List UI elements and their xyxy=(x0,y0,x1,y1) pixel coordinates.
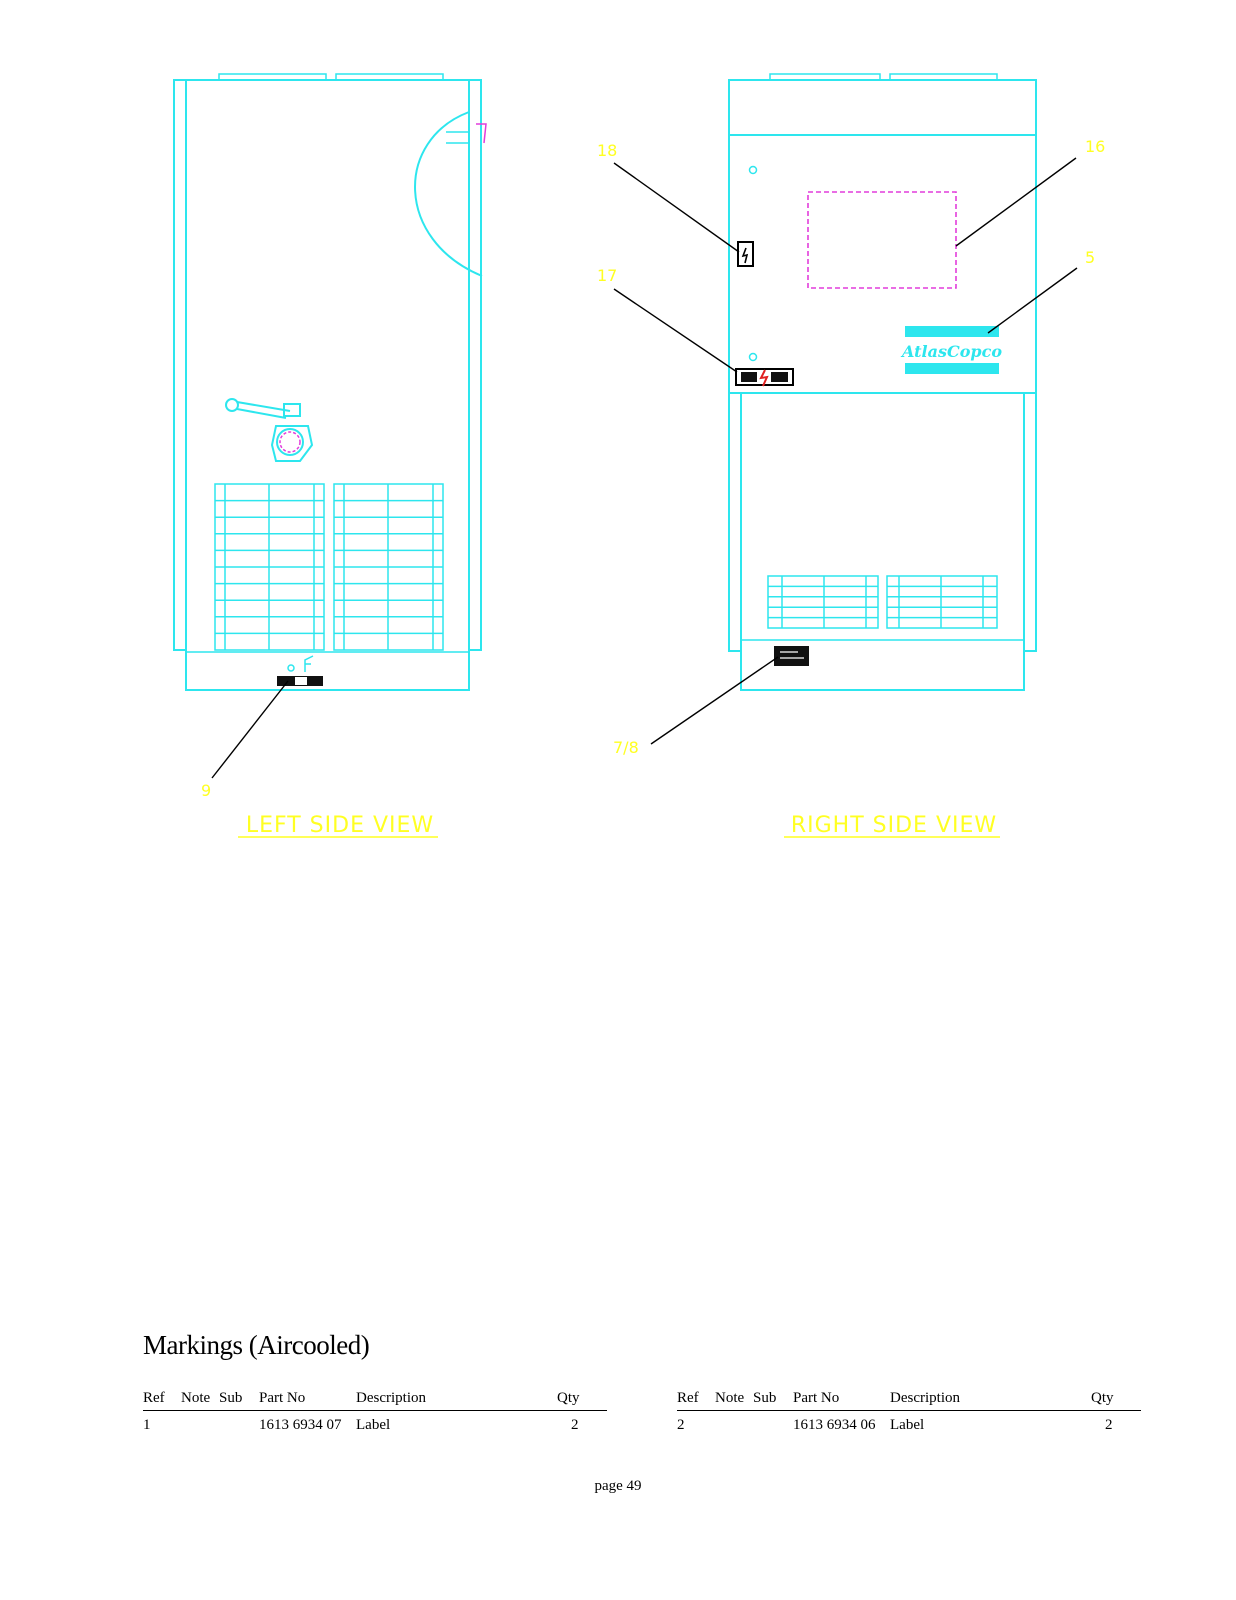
callout-9: 9 xyxy=(201,781,212,800)
col-description: Description xyxy=(356,1390,426,1406)
col-qty: Qty xyxy=(1091,1390,1114,1406)
table-header xyxy=(677,1390,1141,1411)
col-sub: Sub xyxy=(219,1390,243,1406)
right-side-view-drawing xyxy=(729,74,1036,690)
callout-18: 18 xyxy=(597,141,618,160)
col-note: Note xyxy=(715,1390,745,1406)
parts-table-left xyxy=(143,1390,607,1437)
cell-description: Label xyxy=(356,1417,391,1433)
callout-7-8: 7/8 xyxy=(613,738,639,757)
section-title: Markings (Aircooled) xyxy=(143,1330,370,1360)
col-part-no: Part No xyxy=(793,1390,840,1406)
col-description: Description xyxy=(890,1390,960,1406)
table-row xyxy=(143,1417,607,1437)
col-ref: Ref xyxy=(677,1390,699,1406)
left-side-view-drawing xyxy=(174,74,486,690)
table-header xyxy=(143,1390,607,1411)
col-ref: Ref xyxy=(143,1390,165,1406)
parts-table-right xyxy=(677,1390,1141,1437)
cell-ref: 1 xyxy=(143,1417,151,1433)
cell-ref: 2 xyxy=(677,1417,685,1433)
page-number: page 49 xyxy=(594,1478,642,1494)
callout-5: 5 xyxy=(1085,248,1096,267)
left-side-view-title: LEFT SIDE VIEW xyxy=(245,813,435,838)
callout-17: 17 xyxy=(597,266,618,285)
cell-qty: 2 xyxy=(1105,1417,1113,1433)
atlas-copco-logo: AtlasCopco xyxy=(902,342,1002,361)
cell-qty: 2 xyxy=(571,1417,579,1433)
right-side-view-title: RIGHT SIDE VIEW xyxy=(790,813,998,838)
table-row xyxy=(677,1417,1141,1437)
col-part-no: Part No xyxy=(259,1390,306,1406)
cell-description: Label xyxy=(890,1417,925,1433)
col-qty: Qty xyxy=(557,1390,580,1406)
col-note: Note xyxy=(181,1390,211,1406)
callout-16: 16 xyxy=(1085,137,1106,156)
cell-part-no: 1613 6934 07 xyxy=(259,1417,342,1433)
col-sub: Sub xyxy=(753,1390,777,1406)
cell-part-no: 1613 6934 06 xyxy=(793,1417,876,1433)
